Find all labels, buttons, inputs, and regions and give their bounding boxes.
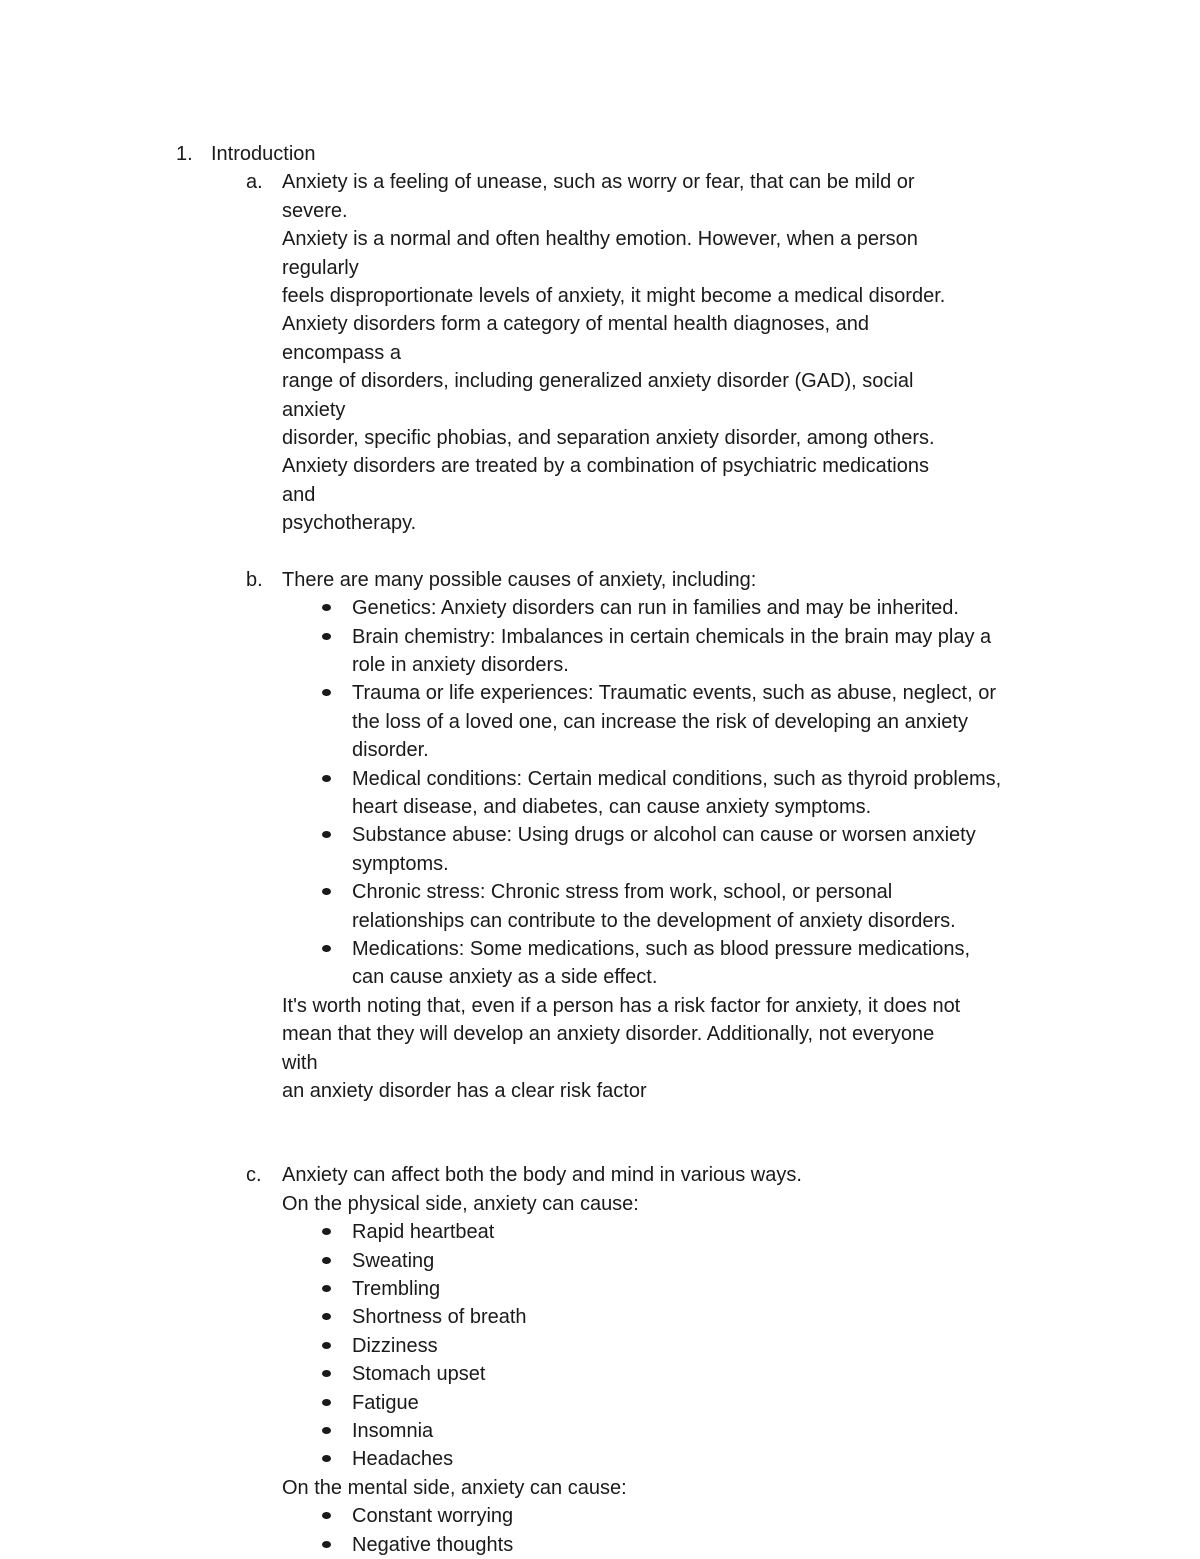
list-item	[352, 821, 1052, 878]
bullet-icon	[322, 604, 331, 611]
list-item	[352, 594, 1052, 622]
bullet-icon	[322, 1512, 331, 1519]
definition-paragraph	[282, 168, 962, 537]
text-line: Anxiety is a normal and often healthy emotion. However, when a person regularly	[282, 228, 918, 279]
list-item	[352, 1247, 1052, 1275]
list-item	[352, 679, 1052, 764]
section-title: Introduction	[211, 143, 316, 165]
subitem-a	[246, 168, 962, 537]
bullet-icon	[322, 888, 331, 895]
subitem-c-marker: c.	[246, 1164, 262, 1187]
section-heading	[176, 140, 1076, 168]
text-line: Anxiety disorders form a category of mental health diagnoses, and encompass a	[282, 313, 869, 364]
bullet-icon	[322, 1427, 331, 1434]
subitem-c	[246, 1161, 962, 1559]
symptom-label: Fatigue	[352, 1391, 419, 1414]
bullet-icon	[322, 633, 331, 640]
symptom-label: Trembling	[352, 1278, 441, 1301]
text-line: disorder.	[352, 739, 429, 762]
text-line: heart disease, and diabetes, can cause anxiety symptoms.	[352, 795, 872, 818]
symptom-label: Stomach upset	[352, 1363, 486, 1386]
text-line: Chronic stress: Chronic stress from work, school, or personal	[352, 881, 893, 904]
bullet-icon	[322, 689, 331, 696]
text-line: symptoms.	[352, 852, 449, 875]
text-line: Substance abuse: Using drugs or alcohol can cause or worsen anxiety	[352, 824, 976, 847]
mental-symptoms-list	[352, 1502, 1052, 1559]
subitem-a-marker: a.	[246, 171, 263, 194]
symptom-label: Rapid heartbeat	[352, 1221, 495, 1244]
outline-list	[176, 140, 1076, 1559]
bullet-icon	[322, 1313, 331, 1320]
effects-intro: Anxiety can affect both the body and mind in various ways.	[282, 1164, 802, 1187]
list-item	[352, 1303, 1052, 1331]
bullet-icon	[322, 1541, 331, 1548]
bullet-icon	[322, 831, 331, 838]
text-line: role in anxiety disorders.	[352, 653, 569, 676]
list-item	[352, 765, 1052, 822]
mental-intro: On the mental side, anxiety can cause:	[282, 1476, 627, 1499]
text-line: Anxiety disorders are treated by a combination of psychiatric medications and	[282, 455, 929, 506]
list-item	[352, 1275, 1052, 1303]
list-item	[352, 1360, 1052, 1388]
causes-list	[352, 594, 1052, 992]
text-line: Brain chemistry: Imbalances in certain chemicals in the brain may play a	[352, 625, 992, 648]
symptom-label: Constant worrying	[352, 1505, 514, 1528]
list-item	[352, 1445, 1052, 1473]
text-line: disorder, specific phobias, and separation anxiety disorder, among others.	[282, 427, 935, 450]
text-line: Medications: Some medications, such as blood pressure medications,	[352, 937, 971, 960]
bullet-icon	[322, 1228, 331, 1235]
list-item	[352, 623, 1052, 680]
bullet-icon	[322, 1455, 331, 1462]
text-line: Anxiety is a feeling of unease, such as worry or fear, that can be mild or severe.	[282, 171, 915, 222]
bullet-icon	[322, 1342, 331, 1349]
bullet-icon	[322, 945, 331, 952]
symptom-label: Headaches	[352, 1448, 454, 1471]
causes-intro: There are many possible causes of anxiety, including:	[282, 568, 757, 591]
bullet-icon	[322, 1370, 331, 1377]
text-line: psychotherapy.	[282, 512, 417, 535]
list-item	[352, 1389, 1052, 1417]
text-line: It's worth noting that, even if a person has a risk factor for anxiety, it does not	[282, 994, 961, 1017]
subitem-b-marker: b.	[246, 568, 263, 591]
list-item	[352, 1531, 1052, 1559]
subitem-b	[246, 566, 1002, 1106]
bullet-icon	[322, 1399, 331, 1406]
text-line: Trauma or life experiences: Traumatic events, such as abuse, neglect, or	[352, 682, 997, 705]
text-line: relationships can contribute to the development of anxiety disorders.	[352, 909, 956, 932]
symptom-label: Shortness of breath	[352, 1306, 527, 1329]
text-line: can cause anxiety as a side effect.	[352, 966, 658, 989]
symptom-label: Insomnia	[352, 1420, 434, 1443]
list-item	[352, 878, 1052, 935]
list-item	[352, 1218, 1052, 1246]
text-line: feels disproportionate levels of anxiety, it might become a medical disorder.	[282, 285, 946, 308]
section-number: 1.	[176, 143, 193, 165]
physical-intro: On the physical side, anxiety can cause:	[282, 1192, 639, 1215]
bullet-icon	[322, 1257, 331, 1264]
text-line: mean that they will develop an anxiety disorder. Additionally, not everyone with	[282, 1023, 935, 1074]
text-line: range of disorders, including generalized anxiety disorder (GAD), social anxiety	[282, 370, 914, 421]
list-item	[352, 935, 1052, 992]
list-item	[352, 1502, 1052, 1530]
text-line: Genetics: Anxiety disorders can run in families and may be inherited.	[352, 597, 959, 620]
bullet-icon	[322, 775, 331, 782]
symptom-label: Dizziness	[352, 1334, 438, 1357]
text-line: the loss of a loved one, can increase the risk of developing an anxiety	[352, 710, 968, 733]
risk-note	[282, 992, 962, 1106]
symptom-label: Sweating	[352, 1249, 435, 1272]
symptom-label: Negative thoughts	[352, 1533, 514, 1556]
text-line: Medical conditions: Certain medical conditions, such as thyroid problems,	[352, 767, 1002, 790]
list-item	[352, 1417, 1052, 1445]
text-line: an anxiety disorder has a clear risk factor	[282, 1080, 647, 1102]
list-item	[352, 1332, 1052, 1360]
physical-symptoms-list	[352, 1218, 1052, 1474]
bullet-icon	[322, 1285, 331, 1292]
